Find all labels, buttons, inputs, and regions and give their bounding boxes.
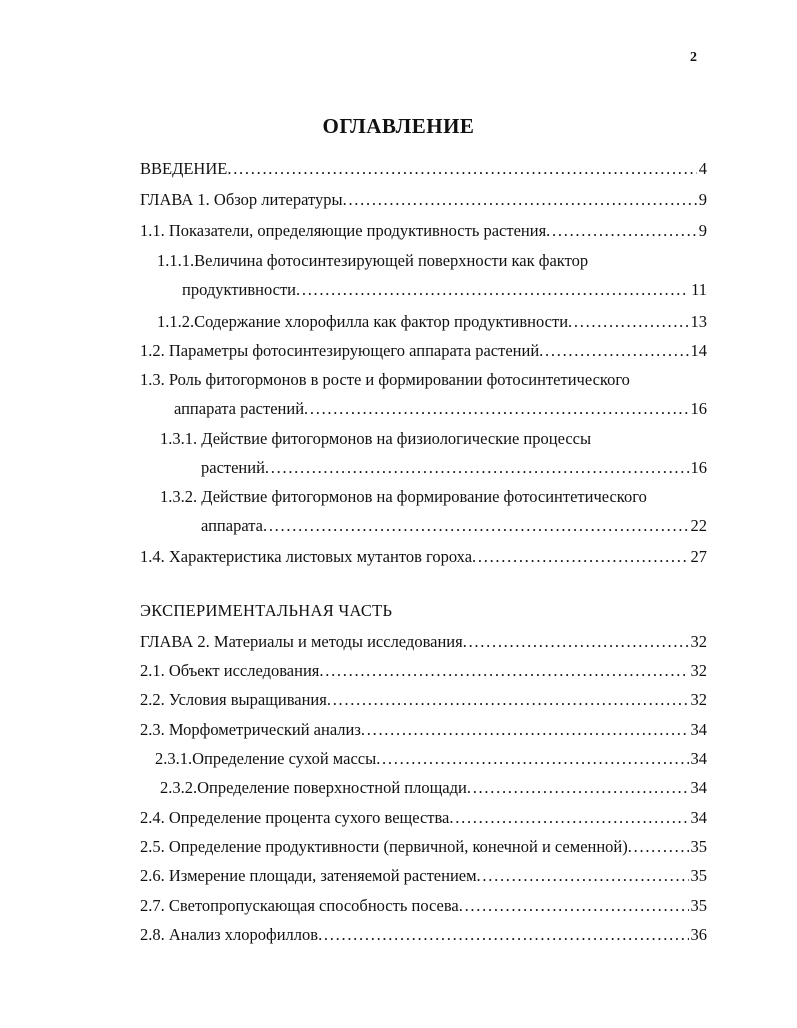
- toc-entry-page: 34: [690, 720, 707, 739]
- toc-entry-page: 32: [690, 690, 707, 709]
- toc-entry-page: 36: [690, 925, 707, 944]
- toc-entry: [140, 157, 707, 181]
- toc-entry: [140, 923, 707, 947]
- toc-entry-page: 32: [690, 661, 707, 680]
- toc-entry: [182, 278, 707, 302]
- toc-entry-page: 34: [690, 778, 707, 797]
- toc-entry: [140, 718, 707, 742]
- toc-entry-text: 2.1. Объект исследования: [140, 661, 320, 680]
- toc-entry-text: ГЛАВА 1. Обзор литературы: [140, 190, 343, 209]
- toc-entry-text-continued: продуктивности: [182, 280, 296, 299]
- toc-entry-text: ВВЕДЕНИЕ: [140, 159, 228, 178]
- toc-entry-text: 1.1.1.Величина фотосинтезирующей поверхности как фактор: [157, 251, 589, 270]
- toc-entry-page: 34: [690, 749, 707, 768]
- toc-entry-page: 11: [691, 280, 707, 299]
- toc-entry: [140, 545, 707, 569]
- toc-entry-text: 2.6. Измерение площади, затеняемой растением: [140, 866, 477, 885]
- section-heading: ЭКСПЕРИМЕНТАЛЬНАЯ ЧАСТЬ: [140, 601, 393, 620]
- toc-entry-text: ГЛАВА 2. Материалы и методы исследования: [140, 632, 463, 651]
- toc-entry-page: 9: [698, 190, 707, 209]
- toc-entry-page: 35: [690, 866, 707, 885]
- toc-entry-text: 2.4. Определение процента сухого вещества: [140, 808, 450, 827]
- toc-entry-text: 1.1. Показатели, определяющие продуктивность растения: [140, 221, 547, 240]
- toc-entry-text: 2.7. Светопропускающая способность посева: [140, 896, 459, 915]
- toc-entry: [140, 339, 707, 363]
- toc-entry-text: 2.3.2.Определение поверхностной площади: [160, 778, 467, 797]
- toc-entry-text: 2.5. Определение продуктивности (первичной, конечной и семенной): [140, 837, 628, 856]
- page-title: ОГЛАВЛЕНИЕ: [322, 114, 475, 138]
- toc-entry-page: 27: [690, 547, 707, 566]
- toc-entry: [140, 688, 707, 712]
- toc-entry: [140, 188, 707, 212]
- toc-entry-page: 16: [690, 458, 707, 477]
- toc-entry-text-continued: аппарата: [201, 516, 263, 535]
- toc-entry: [140, 864, 707, 888]
- toc-entry-page: 14: [690, 341, 707, 360]
- toc-entry-page: 32: [690, 632, 707, 651]
- toc-entry: [174, 397, 707, 421]
- toc-entry-page: 35: [690, 837, 707, 856]
- toc-entry-page: 34: [690, 808, 707, 827]
- toc-entry-text: 2.2. Условия выращивания: [140, 690, 327, 709]
- page-number: 2: [690, 50, 697, 65]
- toc-entry: [140, 659, 707, 683]
- toc-entry: [140, 894, 707, 918]
- toc-entry: [140, 630, 707, 654]
- toc-entry: [201, 514, 707, 538]
- toc-entry: [201, 456, 707, 480]
- toc-entry-text: 1.3.1. Действие фитогормонов на физиологические процессы: [160, 429, 592, 448]
- toc-entry: [140, 835, 707, 859]
- toc-entry: [160, 776, 707, 800]
- toc-entry-text: 1.2. Параметры фотосинтезирующего аппарата растений: [140, 341, 540, 360]
- toc-entry-text: 1.4. Характеристика листовых мутантов гороха: [140, 547, 473, 566]
- toc-entry-text-continued: аппарата растений: [174, 399, 305, 418]
- toc-entry: [140, 219, 707, 243]
- toc-entry-page: 4: [698, 159, 707, 178]
- toc-entry-text-continued: растений: [201, 458, 265, 477]
- toc-entry-text: 1.3.2. Действие фитогормонов на формирование фотосинтетического: [160, 487, 647, 506]
- toc-entry-page: 9: [698, 221, 707, 240]
- toc-entry-text: 1.1.2.Содержание хлорофилла как фактор продуктивности: [157, 312, 569, 331]
- toc-entry-text: 2.3. Морфометрический анализ: [140, 720, 361, 739]
- toc-entry: [155, 747, 707, 771]
- toc-entry-page: 35: [690, 896, 707, 915]
- toc-entry-page: 16: [690, 399, 707, 418]
- toc-entry-text: 1.3. Роль фитогормонов в росте и формировании фотосинтетического: [140, 370, 630, 389]
- toc-entry-page: 13: [690, 312, 707, 331]
- toc-entry-text: 2.8. Анализ хлорофиллов: [140, 925, 319, 944]
- toc-entry: [157, 310, 707, 334]
- toc-entry-text: 2.3.1.Определение сухой массы: [155, 749, 377, 768]
- toc-entry-page: 22: [690, 516, 707, 535]
- toc-entry: [140, 806, 707, 830]
